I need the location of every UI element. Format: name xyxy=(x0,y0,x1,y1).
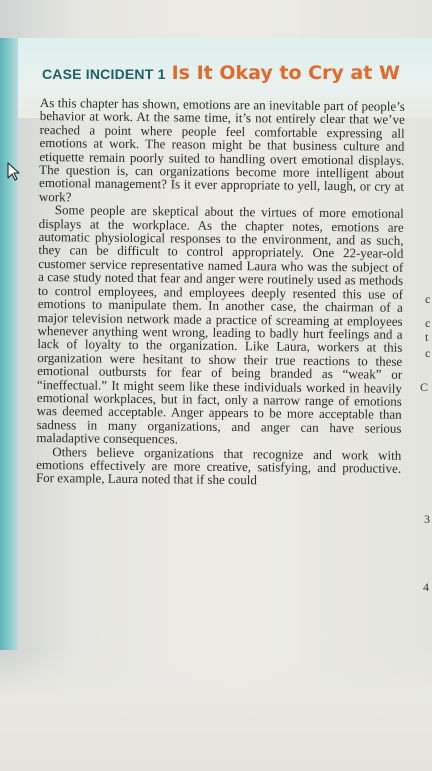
margin-glyph-6: t xyxy=(425,330,429,344)
teal-margin-strip xyxy=(0,38,18,650)
case-incident-label: CASE INCIDENT 1 xyxy=(42,66,166,82)
margin-glyph-2: 3 xyxy=(424,512,430,526)
paragraph-2: Some people are skeptical about the virtues of more emotional displays at the workplace. As the chapter notes, emotions are automatic physiological responses to the environment, and as such, they can be difficult to control appropriately. One 22-year-old customer service representative named Laura who was the subject of a case study noted that fear and anger were routinely used as methods to control employees, and employees deeply resented this use of emotions to manipulate them. In another case, the chairman of a major television network made a practice of screaming at employees whenever anything went wrong, leading to badly hurt feelings and a lack of loyalty to the organization. Like Laura, workers at this organization were hesitant to show their true reactions to these emotional outbursts for fear of being branded as “weak” or “ineffectual.” It might seem like these individuals worked in heavily emotional workplaces, but in fact, only a narrow range of emotions was deemed acceptable. Anger appears to be more acceptable than sadness in many organizations, and anger can have serious maladaptive consequences. xyxy=(36,202,404,447)
blank-page-area xyxy=(0,650,432,771)
margin-glyph-3: 4 xyxy=(423,580,429,594)
paragraph-1: As this chapter has shown, emotions are an inevitable part of people’s behavior at work. At the same time, it’s not entirely clear that we’ve reached a point where people feel comfortable expressing all emotions at work. The reason might be that business culture and etiquette remain poorly suited to handling overt emotional displays. The question is, can organizations become more intelligent about emotional management? Is it ever appropriate to yell, laugh, or cry at work? xyxy=(38,95,405,205)
case-incident-header xyxy=(42,62,400,84)
margin-glyph-1: C xyxy=(420,380,429,394)
mouse-pointer-icon xyxy=(6,162,22,182)
paragraph-3: Others believe organizations that recognize and work with emotions effectively are more creative, satisfying, and productive. For example, Laura noted that if she could xyxy=(35,443,402,488)
margin-glyph-4: c xyxy=(425,292,431,306)
case-incident-title: Is It Okay to Cry at W xyxy=(171,62,400,84)
margin-glyph-7: c xyxy=(425,346,431,360)
margin-glyph-5: c xyxy=(425,316,431,330)
case-body-text xyxy=(36,96,405,489)
